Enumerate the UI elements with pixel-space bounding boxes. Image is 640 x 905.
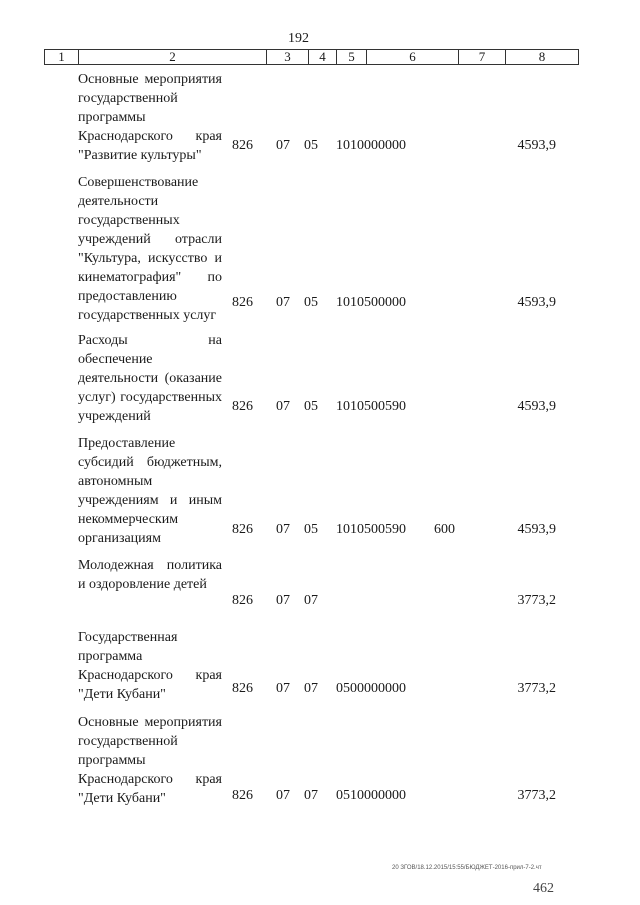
cell-expense-type: 600 bbox=[434, 522, 455, 537]
cell-subsection: 05 bbox=[304, 138, 318, 153]
cell-target-code: 1010500000 bbox=[336, 295, 406, 310]
header-col-8: 8 bbox=[538, 49, 546, 64]
header-col-6: 6 bbox=[367, 50, 459, 64]
header-col-4: 4 bbox=[309, 50, 337, 64]
cell-subsection: 05 bbox=[304, 522, 318, 537]
cell-amount: 4593,9 bbox=[517, 295, 556, 310]
cell-target-code: 1010500590 bbox=[336, 399, 406, 414]
row-description: Молодежная политика и оздоровление детей bbox=[78, 558, 222, 592]
cell-subsection: 07 bbox=[304, 788, 318, 803]
cell-admin-code: 826 bbox=[232, 788, 253, 803]
cell-target-code: 0500000000 bbox=[336, 681, 406, 696]
cell-amount: 3773,2 bbox=[517, 681, 556, 696]
cell-admin-code: 826 bbox=[232, 138, 253, 153]
cell-target-code: 1010000000 bbox=[336, 138, 406, 153]
cell-admin-code: 826 bbox=[232, 295, 253, 310]
header-col-7: 7 bbox=[459, 50, 506, 64]
cell-admin-code: 826 bbox=[232, 681, 253, 696]
row-description: Основные мероприятия государственной программы Краснодарского края "Развитие культуры" bbox=[78, 72, 222, 163]
cell-admin-code: 826 bbox=[232, 522, 253, 537]
cell-target-code: 1010500590 bbox=[336, 522, 406, 537]
cell-subsection: 05 bbox=[304, 295, 318, 310]
footer-file-code: 20 ЗГОВ/18.12.2015/15:55/БЮДЖЕТ-2016-прил-7-2.чт bbox=[392, 865, 542, 871]
cell-section: 07 bbox=[276, 295, 290, 310]
cell-admin-code: 826 bbox=[232, 399, 253, 414]
cell-amount: 4593,9 bbox=[517, 138, 556, 153]
cell-admin-code: 826 bbox=[232, 593, 253, 608]
row-description: Государственная программа Краснодарского края "Дети Кубани" bbox=[78, 630, 222, 702]
cell-section: 07 bbox=[276, 522, 290, 537]
row-description: Предоставление субсидий бюджетным, автономным учреждениям и иным некоммерческим организациям bbox=[78, 436, 222, 546]
header-col-3: 3 bbox=[267, 50, 309, 64]
cell-target-code: 0510000000 bbox=[336, 788, 406, 803]
header-col-5: 5 bbox=[337, 50, 367, 64]
cell-amount: 4593,9 bbox=[517, 522, 556, 537]
cell-subsection: 07 bbox=[304, 681, 318, 696]
table-header bbox=[44, 49, 579, 65]
cell-amount: 3773,2 bbox=[517, 593, 556, 608]
header-col-1: 1 bbox=[45, 50, 79, 64]
cell-amount: 3773,2 bbox=[517, 788, 556, 803]
row-description: Основные мероприятия государственной программы Краснодарского края "Дети Кубани" bbox=[78, 715, 222, 806]
cell-section: 07 bbox=[276, 138, 290, 153]
cell-subsection: 07 bbox=[304, 593, 318, 608]
cell-amount: 4593,9 bbox=[517, 399, 556, 414]
header-col-2: 2 bbox=[79, 50, 267, 64]
row-description: Совершенствование деятельности государственных учреждений отрасли "Культура, искусство и кинематография" по предоставлению государственных услуг bbox=[78, 175, 222, 323]
cell-subsection: 05 bbox=[304, 399, 318, 414]
cell-section: 07 bbox=[276, 593, 290, 608]
cell-section: 07 bbox=[276, 681, 290, 696]
cell-section: 07 bbox=[276, 399, 290, 414]
page-number: 192 bbox=[288, 31, 309, 46]
row-description: Расходы на обеспечение деятельности (оказание услуг) государственных учреждений bbox=[78, 333, 222, 424]
footer-sheet-number: 462 bbox=[533, 881, 554, 896]
cell-section: 07 bbox=[276, 788, 290, 803]
